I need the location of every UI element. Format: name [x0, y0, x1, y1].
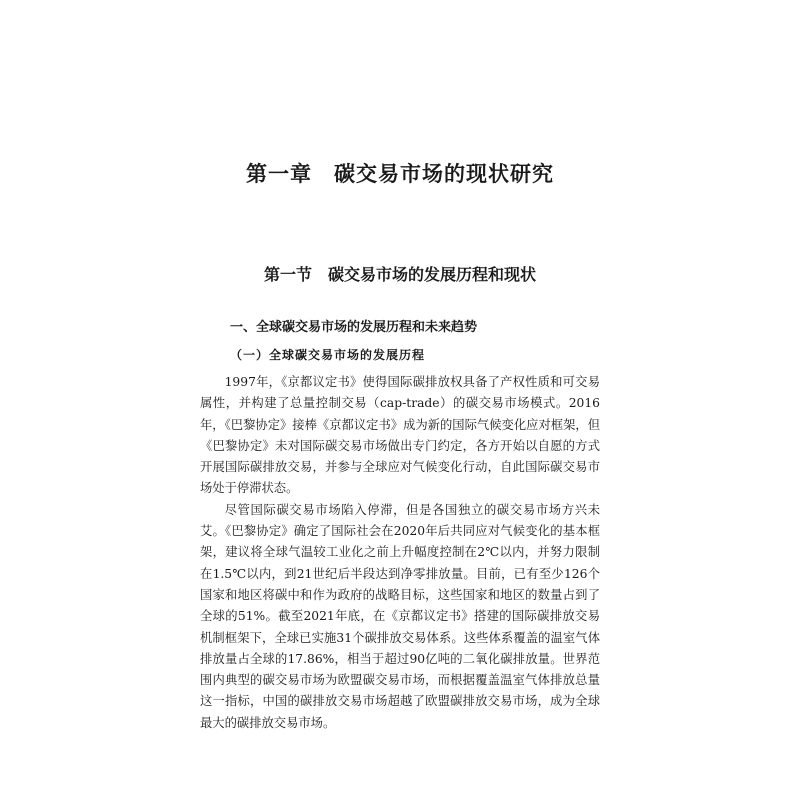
chapter-title: 第一章 碳交易市场的现状研究	[246, 161, 554, 186]
paragraph-2: 尽管国际碳交易市场陷入停滞，但是各国独立的碳交易市场方兴未艾。《巴黎协定》确定了国际社会在2020年后共同应对气候变化的基本框架，建议将全球气温较工业化之前上升幅度控制在2℃以内，并努力限制在1.5℃以内，到21世纪后半段达到净零排放量。目前，已有至少126个国家和地区将碳中和作为政府的战略目标，这些国家和地区的数量占到了全球的51%。截至2021年底，在《京都议定书》搭建的国际碳排放交易机制框架下，全球已实施31个碳排放交易体系。这些体系覆盖的温室气体排放量占全球的17.86%，相当于超过90亿吨的二氧化碳排放量。世界范围内典型的碳交易市场为欧盟碳交易市场，而根据覆盖温室气体排放总量这一指标，中国的碳排放交易市场超越了欧盟碳排放交易市场，成为全球最大的碳排放交易市场。	[200, 502, 600, 730]
sub-subsection-heading: （一）全球碳交易市场的发展历程	[230, 348, 426, 362]
body-text	[200, 372, 600, 734]
section-title: 第一节 碳交易市场的发展历程和现状	[263, 265, 536, 284]
paragraph-1: 1997年，《京都议定书》使得国际碳排放权具备了产权性质和可交易属性，并构建了总量控制交易（cap-trade）的碳交易市场模式。2016年，《巴黎协定》接棒《京都议定书》成为新的国际气候变化应对框架，但《巴黎协定》未对国际碳交易市场做出专门约定，各方开始以自愿的方式开展国际碳排放交易，并参与全球应对气候变化行动，自此国际碳交易市场处于停滞状态。	[200, 375, 600, 496]
subsection-heading: 一、全球碳交易市场的发展历程和未来趋势	[230, 320, 478, 335]
